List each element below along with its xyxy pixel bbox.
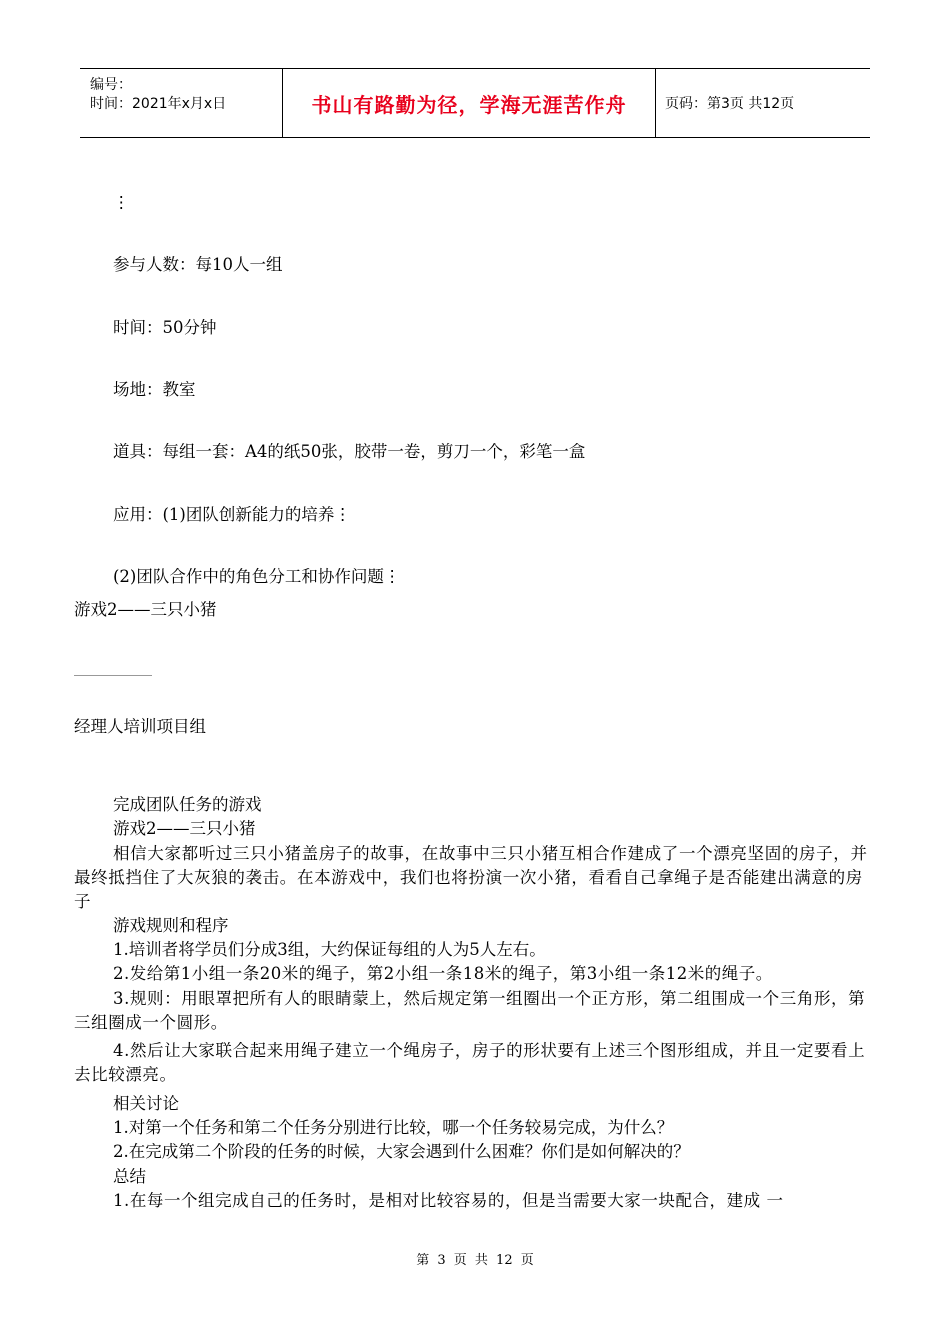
- header-meta: [80, 69, 282, 137]
- time-text: 时间：50分钟: [113, 318, 217, 337]
- group-name: 经理人培训项目组: [74, 717, 206, 736]
- rule-1: 1.培训者将学员们分成3组，大约保证每组的人为5人左右。: [113, 940, 546, 959]
- rule-3: 3.规则：用眼罩把所有人的眼睛蒙上，然后规定第一组圈出一个正方形，第二组围成一个三角形，第三组圈成一个圆形。: [74, 989, 866, 1032]
- application-2: (2)团队合作中的角色分工和协作问题⋮: [113, 567, 401, 586]
- game-title-2: 游戏2——三只小猪: [113, 819, 256, 838]
- rule-2: 2.发给第1小组一条20米的绳子，第2小组一条18米的绳子，第3小组一条12米的绳子。: [113, 964, 773, 983]
- ellipsis: ⋮: [113, 193, 130, 212]
- props: 道具：每组一套：A4的纸50张，胶带一卷，剪刀一个，彩笔一盒: [113, 442, 586, 461]
- participants: 参与人数：每10人一组: [113, 255, 283, 274]
- application-1: 应用：(1)团队创新能力的培养⋮: [113, 505, 351, 524]
- summary-1: 1.在每一个组完成自己的任务时，是相对比较容易的，但是当需要大家一块配合，建成 一: [113, 1191, 784, 1210]
- number-label: 编号：: [90, 77, 132, 93]
- game-title: 游戏2——三只小猪: [74, 600, 217, 619]
- document-header: [80, 68, 870, 138]
- motto: 书山有路勤为径，学海无涯苦作舟: [311, 92, 627, 117]
- discussion-title: 相关讨论: [113, 1094, 179, 1113]
- summary-title: 总结: [113, 1167, 146, 1186]
- header-motto-cell: [282, 69, 656, 137]
- discussion-1: 1.对第一个任务和第二个任务分别进行比较，哪一个任务较易完成，为什么？: [113, 1118, 674, 1137]
- intro-paragraph: 相信大家都听过三只小猪盖房子的故事，在故事中三只小猪互相合作建成了一个漂亮坚固的房子，并最终抵挡住了大灰狼的袭击。在本游戏中，我们也将扮演一次小猪，看看自己拿绳子是否能建出满意的房子: [74, 844, 868, 911]
- divider: [74, 675, 152, 676]
- page-footer: 第 3 页 共 12 页: [416, 1253, 534, 1268]
- rules-title: 游戏规则和程序: [113, 916, 229, 935]
- venue: 场地：教室: [113, 380, 196, 399]
- page-info: 页码：第3页 共12页: [665, 96, 795, 112]
- time-label: 时间：2021年x月x日: [90, 96, 227, 112]
- rule-4: 4.然后让大家联合起来用绳子建立一个绳房子，房子的形状要有上述三个图形组成，并且一定要看上去比较漂亮。: [74, 1041, 866, 1084]
- task-title: 完成团队任务的游戏: [113, 795, 262, 814]
- discussion-2: 2.在完成第二个阶段的任务的时候，大家会遇到什么困难？你们是如何解决的？: [113, 1142, 690, 1161]
